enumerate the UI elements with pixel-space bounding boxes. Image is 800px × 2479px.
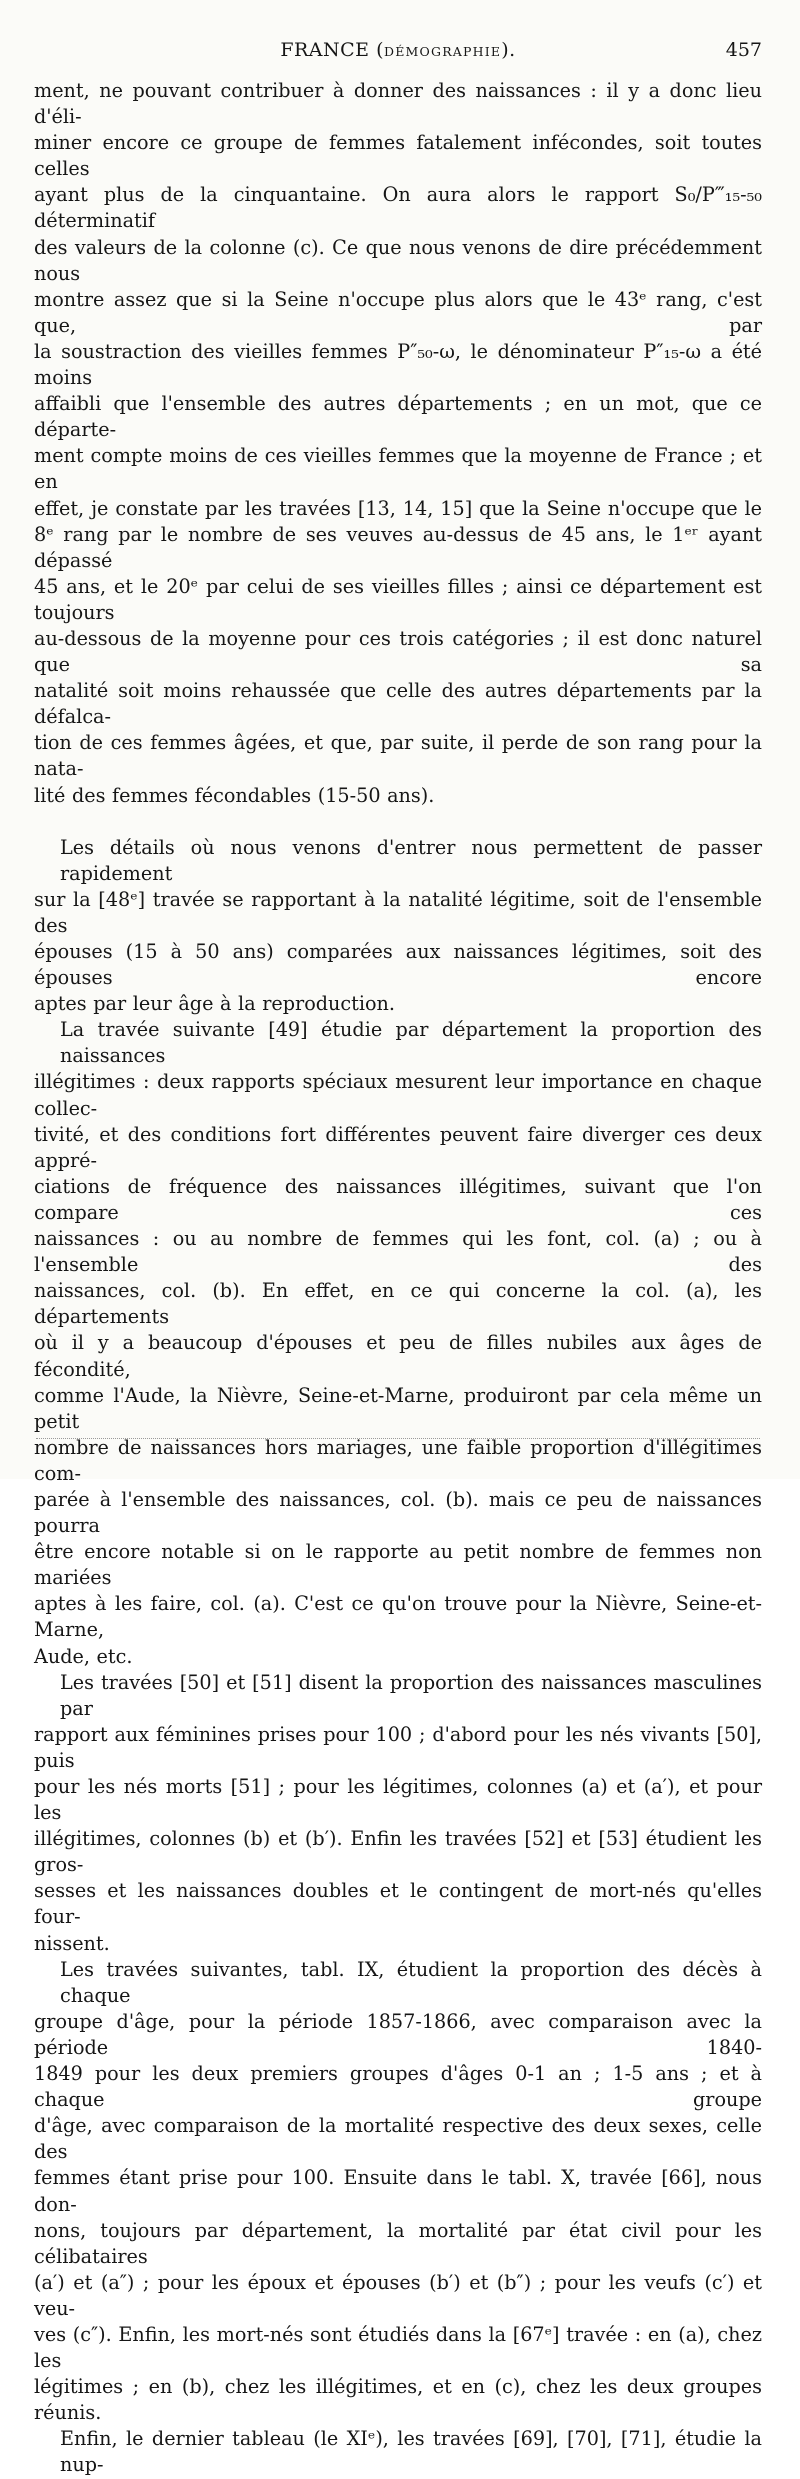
text-line: effet, je constate par les travées [13, 14, 15] que la Seine n'occupe que le	[34, 496, 762, 520]
text-line: aptes à les faire, col. (a). C'est ce qu'on trouve pour la Nièvre, Seine-et-Marne,	[34, 1592, 762, 1642]
text-line: 1849 pour les deux premiers groupes d'âges 0-1 an ; 1-5 ans ; et à chaque groupe	[34, 2062, 762, 2112]
text-line: des valeurs de la colonne (c). Ce que nous venons de dire précédemment nous	[34, 235, 762, 285]
text-line: illégitimes, colonnes (b) et (b′). Enfin les travées [52] et [53] étudient les gros-	[34, 1827, 762, 1877]
bottom-rule	[36, 1438, 760, 1439]
text-line: comme l'Aude, la Nièvre, Seine-et-Marne, produiront par cela même un petit	[34, 1383, 762, 1433]
text-line: 45 ans, et le 20ᵉ par celui de ses vieilles filles ; ainsi ce département est toujours	[34, 574, 762, 624]
text-line: tion de ces femmes âgées, et que, par suite, il perde de son rang pour la nata-	[34, 731, 762, 781]
text-line: Les travées suivantes, tabl. IX, étudient la proportion des décès à chaque	[60, 1957, 762, 2007]
text-line: affaibli que l'ensemble des autres départements ; en un mot, que ce départe-	[34, 392, 762, 442]
paragraph-gap	[34, 809, 762, 835]
text-line: sur la [48ᵉ] travée se rapportant à la natalité légitime, soit de l'ensemble des	[34, 887, 762, 937]
text-line: aptes par leur âge à la reproduction.	[34, 992, 396, 1016]
paragraph	[34, 78, 762, 809]
text-line: montre assez que si la Seine n'occupe plus alors que le 43ᵉ rang, c'est que, par	[34, 287, 762, 337]
running-header	[34, 34, 762, 78]
paragraph	[34, 1670, 762, 1957]
text-line: illégitimes : deux rapports spéciaux mesurent leur importance en chaque collec-	[34, 1070, 762, 1120]
text-line: épouses (15 à 50 ans) comparées aux naissances légitimes, soit des épouses encore	[34, 940, 762, 990]
text-line: natalité soit moins rehaussée que celle des autres départements par la défalca-	[34, 679, 762, 729]
text-line: rapport aux féminines prises pour 100 ; d'abord pour les nés vivants [50], puis	[34, 1722, 762, 1772]
text-line: Les travées [50] et [51] disent la proportion des naissances masculines par	[60, 1670, 762, 1720]
body-text	[34, 78, 762, 2479]
text-line: au-dessous de la moyenne pour ces trois catégories ; il est donc naturel que sa	[34, 626, 762, 677]
title-main: FRANCE (	[280, 39, 385, 61]
text-line: où il y a beaucoup d'épouses et peu de filles nubiles aux âges de fécondité,	[34, 1331, 762, 1381]
text-line: nons, toujours par département, la mortalité par état civil pour les célibataires	[34, 2218, 762, 2268]
text-line: ment compte moins de ces vieilles femmes que la moyenne de France ; et en	[34, 444, 762, 494]
text-line: naissances, col. (b). En effet, en ce qui concerne la col. (a), les départements	[34, 1279, 762, 1329]
text-line: naissances : ou au nombre de femmes qui les font, col. (a) ; ou à l'ensemble des	[34, 1227, 762, 1277]
text-line: pour les nés morts [51] ; pour les légitimes, colonnes (a) et (a′), et pour les	[34, 1775, 762, 1825]
text-line: la soustraction des vieilles femmes P″₅₀-ω, le dénominateur P″₁₅-ω a été moins	[34, 339, 762, 390]
title-small-caps: DÉMOGRAPHIE	[384, 44, 502, 59]
text-line: Les détails où nous venons d'entrer nous permettent de passer rapidement	[60, 835, 762, 885]
text-line: groupe d'âge, pour la période 1857-1866, avec comparaison avec la période 1840-	[34, 2009, 762, 2059]
text-line: tivité, et des conditions fort différentes peuvent faire diverger ces deux appré-	[34, 1122, 762, 1172]
text-line: sesses et les naissances doubles et le contingent de mort-nés qu'elles four-	[34, 1879, 762, 1929]
page-number: 457	[725, 39, 762, 61]
paragraph	[34, 2426, 762, 2478]
text-line: d'âge, avec comparaison de la mortalité respective des deux sexes, celle des	[34, 2114, 762, 2164]
text-line: Aude, etc.	[34, 1644, 133, 1668]
text-line: ves (c″). Enfin, les mort-nés sont étudiés dans la [67ᵉ] travée : en (a), chez les	[34, 2322, 762, 2373]
paragraph	[34, 1017, 762, 1669]
text-line: La travée suivante [49] étudie par département la proportion des naissances	[60, 1018, 762, 1068]
title-end: ).	[501, 39, 516, 61]
text-line: lité des femmes fécondables (15-50 ans).	[34, 783, 435, 807]
text-line: ciations de fréquence des naissances illégitimes, suivant que l'on compare ces	[34, 1174, 762, 1224]
text-line: miner encore ce groupe de femmes fatalement infécondes, soit toutes celles	[34, 131, 762, 181]
text-line: Enfin, le dernier tableau (le XIᵉ), les travées [69], [70], [71], étudie la nup-	[60, 2427, 762, 2477]
text-line: 8ᵉ rang par le nombre de ses veuves au-dessus de 45 ans, le 1ᵉʳ ayant dépassé	[34, 522, 762, 572]
text-line: légitimes ; en (b), chez les illégitimes, et en (c), chez les deux groupes réunis.	[34, 2375, 762, 2425]
text-line: femmes étant prise pour 100. Ensuite dans le tabl. X, travée [66], nous don-	[34, 2166, 762, 2216]
running-title	[34, 39, 762, 61]
text-line: être encore notable si on le rapporte au petit nombre de femmes non mariées	[34, 1540, 762, 1590]
paragraph	[34, 835, 762, 1018]
text-line: (a′) et (a″) ; pour les époux et épouses (b′) et (b″) ; pour les veufs (c′) et veu-	[34, 2270, 762, 2320]
text-line: ment, ne pouvant contribuer à donner des naissances : il y a donc lieu d'éli-	[34, 79, 762, 129]
text-line: parée à l'ensemble des naissances, col. (b). mais ce peu de naissances pourra	[34, 1487, 762, 1538]
text-line: nissent.	[34, 1931, 110, 1955]
paragraph	[34, 1957, 762, 2427]
text-line: nombre de naissances hors mariages, une faible proportion d'illégitimes com-	[34, 1435, 762, 1485]
text-line: ayant plus de la cinquantaine. On aura alors le rapport S₀/P‴₁₅-₅₀ déterminatif	[34, 183, 762, 233]
